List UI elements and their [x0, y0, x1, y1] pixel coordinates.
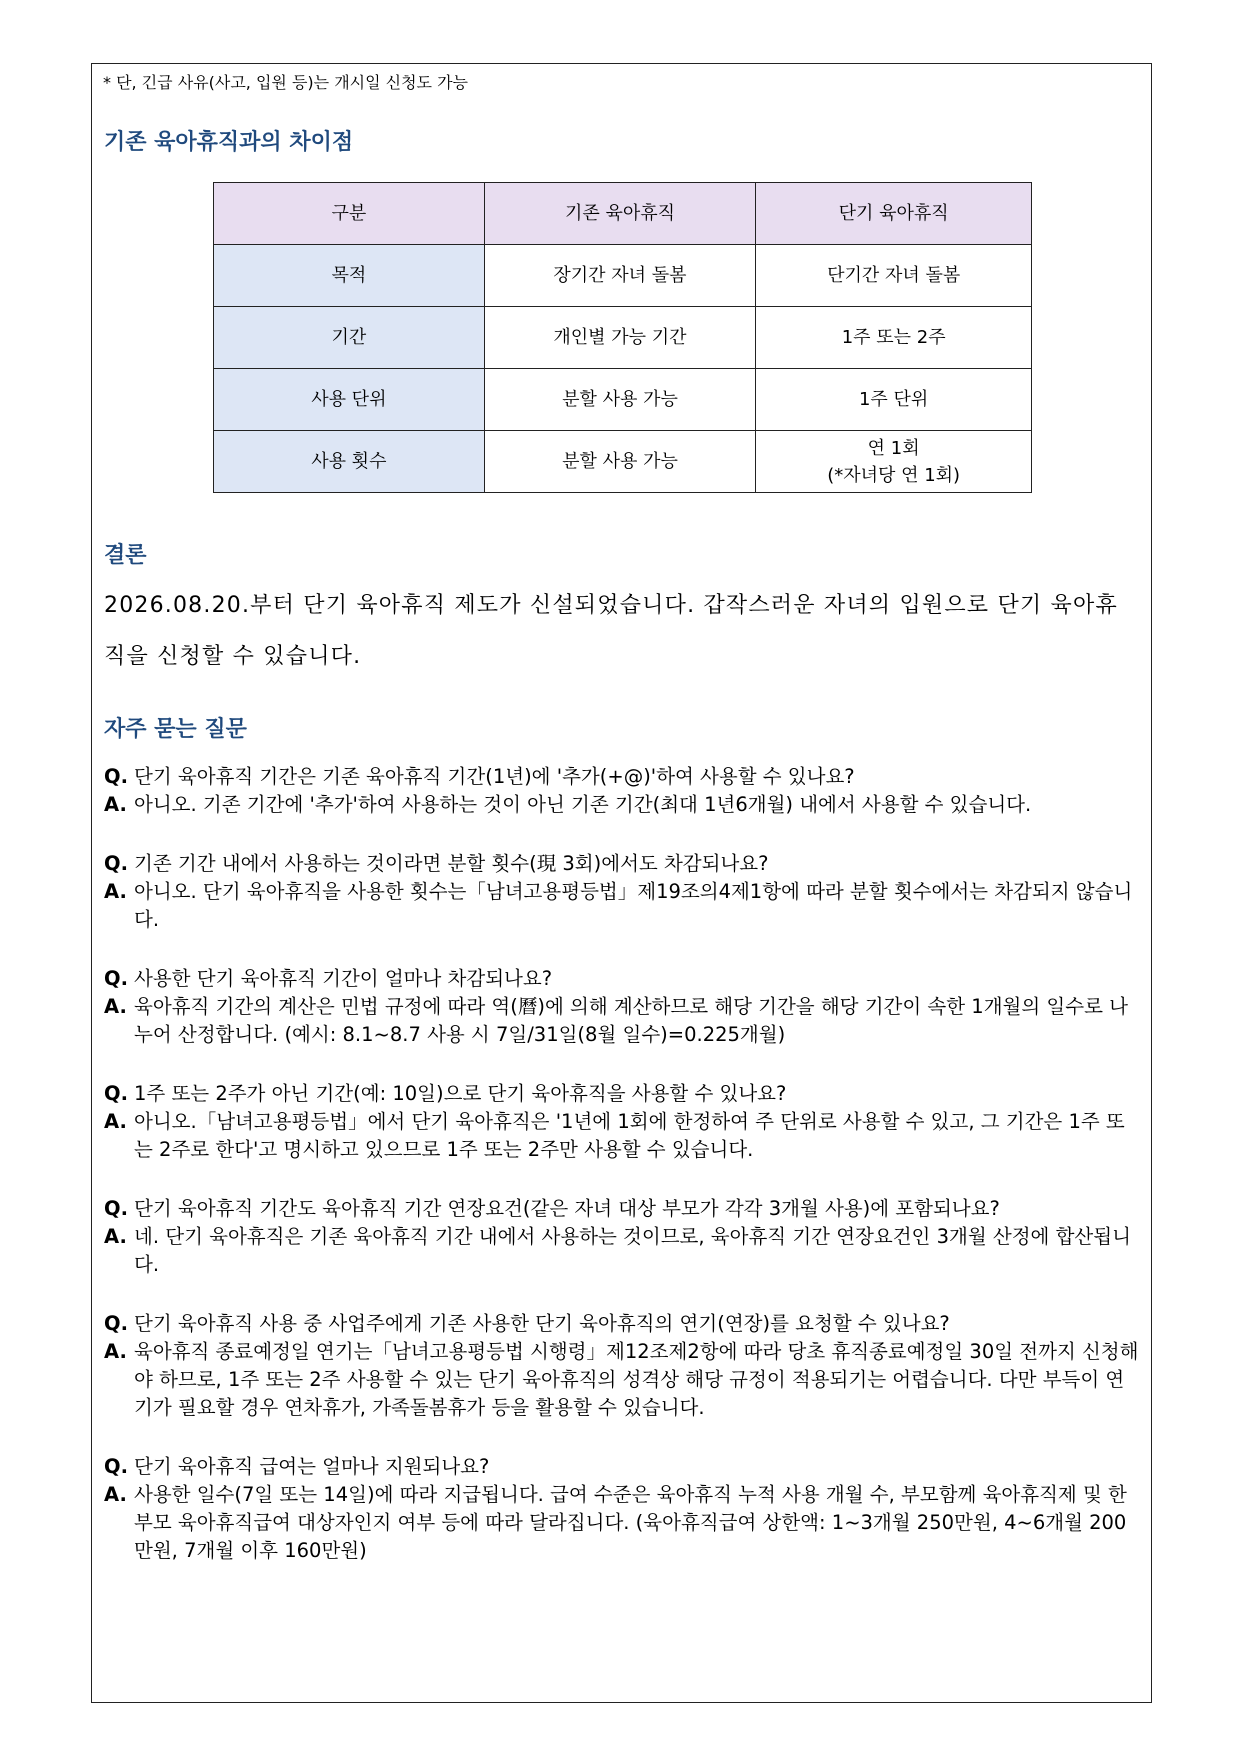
question-text: 기존 기간 내에서 사용하는 것이라면 분할 횟수(現 3회)에서도 차감되나요?: [134, 852, 769, 875]
a-mark: A.: [104, 1110, 127, 1133]
q-mark: Q.: [104, 1312, 128, 1335]
question: [104, 1310, 1140, 1338]
faq-item: [104, 763, 1140, 819]
answer-text: 아니오. 단기 육아휴직을 사용한 횟수는「남녀고용평등법」제19조의4제1항에 따라 분할 횟수에서는 차감되지 않습니다.: [134, 880, 1133, 931]
table-header-row: [214, 183, 1032, 245]
header-existing: 기존 육아휴직: [484, 183, 756, 245]
header-category: 구분: [214, 183, 485, 245]
table-row: [214, 431, 1032, 493]
faq-item: [104, 1080, 1140, 1164]
faq-heading: 자주 묻는 질문: [104, 717, 247, 742]
question: [104, 965, 1140, 993]
question: [104, 850, 1140, 878]
row-existing: 개인별 가능 기간: [484, 307, 756, 369]
answer-text: 네. 단기 육아휴직은 기존 육아휴직 기간 내에서 사용하는 것이므로, 육아휴직 기간 연장요건인 3개월 산정에 합산됩니다.: [134, 1225, 1131, 1276]
faq-item: [104, 850, 1140, 934]
answer-text: 아니오.「남녀고용평등법」에서 단기 육아휴직은 '1년에 1회에 한정하여 주 단위로 사용할 수 있고, 그 기간은 1주 또는 2주로 한다'고 명시하고 있으므로 1주 또는 2주만 사용할 수 있습니다.: [134, 1110, 1125, 1161]
faq-list: [104, 763, 1140, 1596]
table-row: [214, 369, 1032, 431]
answer-text: 육아휴직 기간의 계산은 민법 규정에 따라 역(曆)에 의해 계산하므로 해당 기간을 해당 기간이 속한 1개월의 일수로 나누어 산정합니다. (예시: 8.1~8.7 사용 시 7일/31일(8월 일수)=0.225개월): [134, 995, 1128, 1046]
faq-item: [104, 1453, 1140, 1565]
row-existing: 분할 사용 가능: [484, 431, 756, 493]
a-mark: A.: [104, 995, 127, 1018]
question-text: 단기 육아휴직 사용 중 사업주에게 기존 사용한 단기 육아휴직의 연기(연장)를 요청할 수 있나요?: [134, 1312, 950, 1335]
header-short: 단기 육아휴직: [756, 183, 1032, 245]
answer: [104, 1481, 1140, 1565]
row-short: [756, 431, 1032, 493]
question-text: 단기 육아휴직 기간도 육아휴직 기간 연장요건(같은 자녀 대상 부모가 각각 3개월 사용)에 포함되나요?: [134, 1197, 1000, 1220]
answer: [104, 1338, 1140, 1422]
conclusion-heading: 결론: [104, 543, 147, 568]
comparison-table: [213, 182, 1032, 493]
answer-text: 육아휴직 종료예정일 연기는「남녀고용평등법 시행령」제12조제2항에 따라 당초 휴직종료예정일 30일 전까지 신청해야 하므로, 1주 또는 2주 사용할 수 있는 단기 육아휴직의 성격상 해당 규정이 적용되기는 어렵습니다. 다만 부득이 연기가 필요할 경우 연차휴가, 가족돌봄휴가 등을 활용할 수 있습니다.: [134, 1340, 1139, 1419]
question-text: 단기 육아휴직 기간은 기존 육아휴직 기간(1년)에 '추가(+@)'하여 사용할 수 있나요?: [134, 765, 855, 788]
q-mark: Q.: [104, 852, 128, 875]
a-mark: A.: [104, 793, 127, 816]
answer-text: 아니오. 기존 기간에 '추가'하여 사용하는 것이 아닌 기존 기간(최대 1년6개월) 내에서 사용할 수 있습니다.: [134, 793, 1032, 816]
answer: [104, 993, 1140, 1049]
diff-heading: 기존 육아휴직과의 차이점: [104, 130, 354, 155]
row-label: 사용 횟수: [214, 431, 485, 493]
question-text: 사용한 단기 육아휴직 기간이 얼마나 차감되나요?: [134, 967, 553, 990]
q-mark: Q.: [104, 765, 128, 788]
a-mark: A.: [104, 1483, 127, 1506]
a-mark: A.: [104, 880, 127, 903]
question: [104, 1080, 1140, 1108]
question: [104, 1453, 1140, 1481]
row-label: 기간: [214, 307, 485, 369]
q-mark: Q.: [104, 1082, 128, 1105]
row-label: 목적: [214, 245, 485, 307]
row-short: 1주 또는 2주: [756, 307, 1032, 369]
answer: [104, 878, 1140, 934]
q-mark: Q.: [104, 967, 128, 990]
q-mark: Q.: [104, 1455, 128, 1478]
answer: [104, 1108, 1140, 1164]
row-short-main: 연 1회: [867, 437, 920, 459]
a-mark: A.: [104, 1225, 127, 1248]
q-mark: Q.: [104, 1197, 128, 1220]
row-short: 단기간 자녀 돌봄: [756, 245, 1032, 307]
faq-item: [104, 1195, 1140, 1279]
question: [104, 1195, 1140, 1223]
faq-item: [104, 1310, 1140, 1422]
table-row: [214, 307, 1032, 369]
row-short-sub: (*자녀당 연 1회): [827, 464, 961, 486]
a-mark: A.: [104, 1340, 127, 1363]
question-text: 단기 육아휴직 급여는 얼마나 지원되나요?: [134, 1455, 490, 1478]
row-existing: 분할 사용 가능: [484, 369, 756, 431]
answer: [104, 1223, 1140, 1279]
row-short: 1주 단위: [756, 369, 1032, 431]
question-text: 1주 또는 2주가 아닌 기간(예: 10일)으로 단기 육아휴직을 사용할 수 있나요?: [134, 1082, 787, 1105]
table-row: [214, 245, 1032, 307]
faq-item: [104, 965, 1140, 1049]
row-label: 사용 단위: [214, 369, 485, 431]
row-existing: 장기간 자녀 돌봄: [484, 245, 756, 307]
urgent-note: * 단, 긴급 사유(사고, 입원 등)는 개시일 신청도 가능: [103, 73, 469, 92]
answer-text: 사용한 일수(7일 또는 14일)에 따라 지급됩니다. 급여 수준은 육아휴직 누적 사용 개월 수, 부모함께 육아휴직제 및 한부모 육아휴직급여 대상자인지 여부 등에 따라 달라집니다. (육아휴직급여 상한액: 1~3개월 250만원, 4~6개월 200만원, 7개월 이후 160만원): [134, 1483, 1127, 1562]
conclusion-text: 2026.08.20.부터 단기 육아휴직 제도가 신설되었습니다. 갑작스러운 자녀의 입원으로 단기 육아휴직을 신청할 수 있습니다.: [104, 593, 1118, 669]
question: [104, 763, 1140, 791]
answer: [104, 791, 1140, 819]
